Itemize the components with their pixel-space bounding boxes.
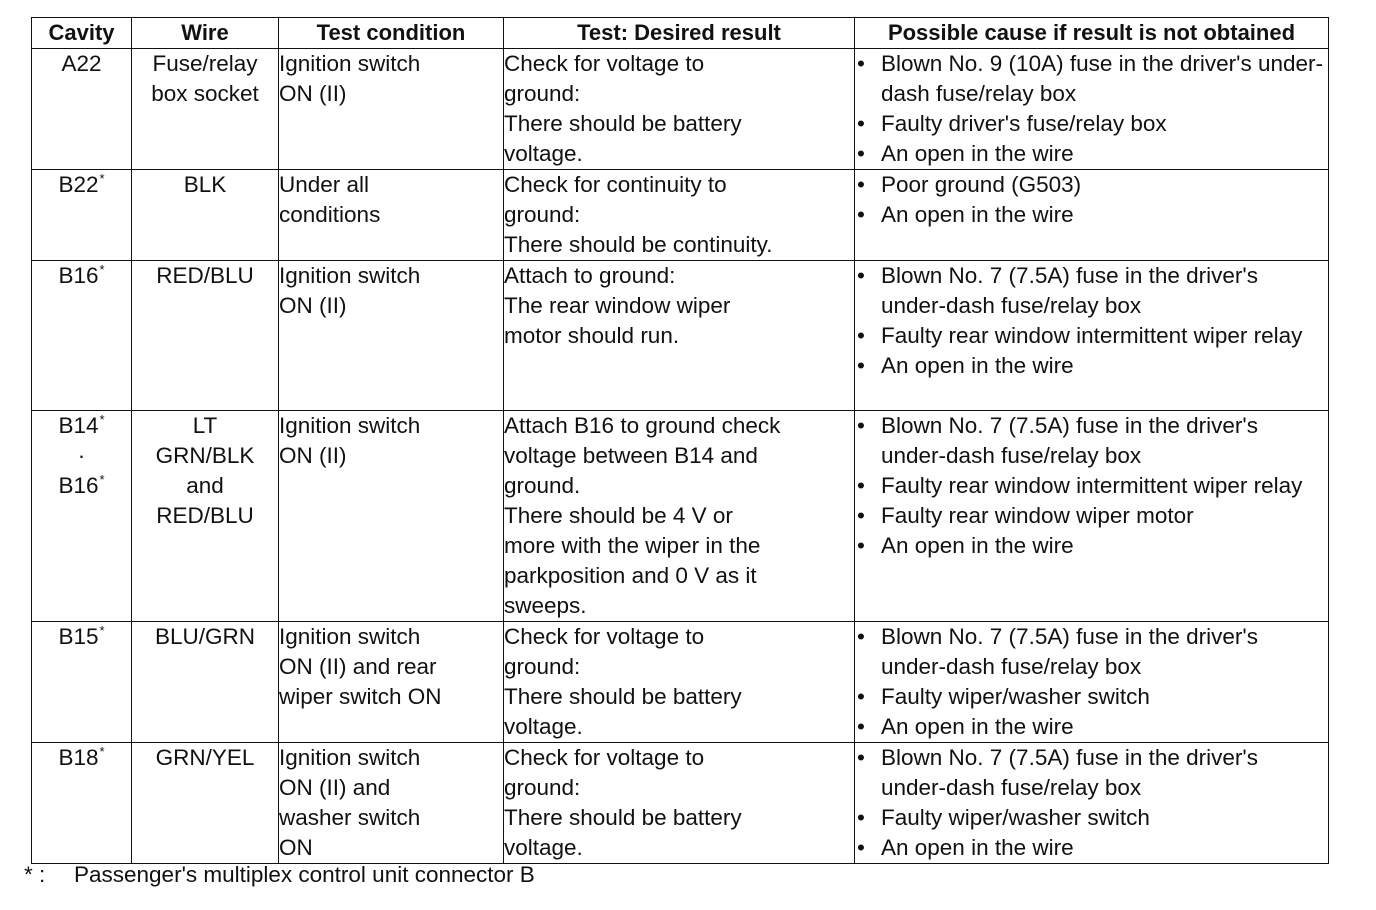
cell-desired-result-line: There should be battery xyxy=(504,111,742,136)
cell-desired-result-line: Check for voltage to xyxy=(504,51,705,76)
asterisk-mark: * xyxy=(99,744,105,759)
cell-desired-result-line: Check for continuity to xyxy=(504,172,727,197)
bullet-icon: • xyxy=(857,533,865,558)
cell-wire xyxy=(132,411,279,622)
cause-text: Blown No. 7 (7.5A) fuse in the driver's under-dash fuse/relay box xyxy=(881,263,1258,318)
cell-cavity xyxy=(32,622,132,743)
header-test-condition: Test condition xyxy=(279,18,504,49)
cell-test-condition xyxy=(279,170,504,261)
cell-desired-result-line: voltage. xyxy=(504,141,583,166)
cause-text: An open in the wire xyxy=(881,533,1074,558)
cell-test-condition-line: Ignition switch xyxy=(279,51,421,76)
table-row xyxy=(32,49,1329,170)
cell-desired-result-line: Attach to ground: xyxy=(504,263,676,288)
cell-cavity xyxy=(32,261,132,411)
cell-possible-cause xyxy=(855,170,1329,261)
cell-test-condition xyxy=(279,743,504,864)
cell-wire-line: and xyxy=(186,473,224,498)
cell-test-condition xyxy=(279,261,504,411)
footnote-text: Passenger's multiplex control unit connector B xyxy=(74,862,535,887)
cell-test-condition-line: Ignition switch xyxy=(279,745,421,770)
cause-item xyxy=(855,833,1328,863)
cause-item xyxy=(855,531,1328,561)
cause-text: Faulty wiper/washer switch xyxy=(881,684,1150,709)
cause-text: Blown No. 9 (10A) fuse in the driver's under-dash fuse/relay box xyxy=(881,51,1324,106)
cause-text: Faulty rear window wiper motor xyxy=(881,503,1194,528)
cell-wire xyxy=(132,261,279,411)
cell-desired-result xyxy=(504,170,855,261)
bullet-icon: • xyxy=(857,805,865,830)
asterisk-mark: * xyxy=(99,412,105,427)
cell-test-condition-line: ON (II) xyxy=(279,81,347,106)
bullet-icon: • xyxy=(857,473,865,498)
cell-wire-line: BLK xyxy=(183,172,227,197)
cell-desired-result-line: ground: xyxy=(504,654,581,679)
cause-item xyxy=(855,622,1328,682)
cause-list xyxy=(855,743,1328,863)
bullet-icon: • xyxy=(857,503,865,528)
cause-text: Blown No. 7 (7.5A) fuse in the driver's under-dash fuse/relay box xyxy=(881,745,1258,800)
header-possible-cause: Possible cause if result is not obtained xyxy=(855,18,1329,49)
bullet-icon: • xyxy=(857,745,865,770)
table-row xyxy=(32,622,1329,743)
cell-desired-result-line: Check for voltage to xyxy=(504,745,705,770)
asterisk-mark: * xyxy=(99,472,105,487)
cell-desired-result-line: voltage between B14 and xyxy=(504,443,758,468)
bullet-icon: • xyxy=(857,714,865,739)
cause-list xyxy=(855,49,1328,169)
cell-test-condition-line: Ignition switch xyxy=(279,263,421,288)
cell-test-condition-line: washer switch xyxy=(279,805,421,830)
cell-test-condition-line: ON (II) and xyxy=(279,775,391,800)
cell-cavity-line: B15* xyxy=(58,623,105,649)
cell-desired-result-line: There should be battery xyxy=(504,805,742,830)
cell-desired-result-line: The rear window wiper xyxy=(504,293,731,318)
cell-cavity xyxy=(32,49,132,170)
footnote-mark: * : xyxy=(24,862,46,887)
cell-wire-line: LT xyxy=(192,413,218,438)
cell-desired-result-line: ground: xyxy=(504,81,581,106)
table-body xyxy=(32,49,1329,864)
cause-text: An open in the wire xyxy=(881,141,1074,166)
cell-desired-result-line: ground: xyxy=(504,202,581,227)
cell-wire-line: BLU/GRN xyxy=(154,624,256,649)
cell-cavity-line: B16* xyxy=(58,262,105,288)
cell-wire xyxy=(132,743,279,864)
cell-wire xyxy=(132,49,279,170)
cell-wire-line: box socket xyxy=(151,81,259,106)
asterisk-mark: * xyxy=(99,171,105,186)
cell-possible-cause xyxy=(855,743,1329,864)
cell-cavity xyxy=(32,411,132,622)
cell-desired-result xyxy=(504,622,855,743)
header-desired-result: Test: Desired result xyxy=(504,18,855,49)
bullet-icon: • xyxy=(857,202,865,227)
cause-item xyxy=(855,200,1328,230)
cell-cavity xyxy=(32,743,132,864)
header-row xyxy=(32,18,1329,49)
cell-cavity-line: B16* xyxy=(58,472,105,498)
cell-possible-cause xyxy=(855,261,1329,411)
cause-text: Blown No. 7 (7.5A) fuse in the driver's under-dash fuse/relay box xyxy=(881,624,1258,679)
cell-desired-result-line: sweeps. xyxy=(504,593,587,618)
cause-item xyxy=(855,109,1328,139)
test-table xyxy=(31,17,1329,864)
cell-wire-line: Fuse/relay xyxy=(152,51,258,76)
cause-item xyxy=(855,411,1328,471)
cell-test-condition-line: ON (II) xyxy=(279,443,347,468)
cause-text: An open in the wire xyxy=(881,714,1074,739)
table-row xyxy=(32,170,1329,261)
bullet-icon: • xyxy=(857,835,865,860)
asterisk-mark: * xyxy=(99,262,105,277)
cell-desired-result-line: voltage. xyxy=(504,835,583,860)
cell-test-condition-line: ON (II) and rear xyxy=(279,654,437,679)
cell-desired-result-line: Attach B16 to ground check xyxy=(504,413,781,438)
cell-wire-line: RED/BLU xyxy=(156,503,254,528)
cell-test-condition xyxy=(279,622,504,743)
cell-wire-line: GRN/BLK xyxy=(155,443,255,468)
cell-cavity xyxy=(32,170,132,261)
table-row xyxy=(32,743,1329,864)
cause-text: Faulty rear window intermittent wiper relay xyxy=(881,473,1303,498)
bullet-icon: • xyxy=(857,413,865,438)
cell-desired-result-line: ground: xyxy=(504,775,581,800)
cause-list xyxy=(855,170,1328,230)
cell-desired-result-line: ground. xyxy=(504,473,581,498)
bullet-icon: • xyxy=(857,684,865,709)
cell-possible-cause xyxy=(855,411,1329,622)
cell-cavity-line: B22* xyxy=(58,171,105,197)
bullet-icon: • xyxy=(857,141,865,166)
cause-text: An open in the wire xyxy=(881,202,1074,227)
cause-item xyxy=(855,712,1328,742)
cause-item xyxy=(855,351,1328,381)
cause-item xyxy=(855,803,1328,833)
cause-item xyxy=(855,471,1328,501)
cause-item xyxy=(855,170,1328,200)
cause-item xyxy=(855,682,1328,712)
cell-desired-result-line: There should be 4 V or xyxy=(504,503,733,528)
bullet-icon: • xyxy=(857,111,865,136)
cell-test-condition-line: wiper switch ON xyxy=(279,684,442,709)
cell-desired-result xyxy=(504,411,855,622)
cell-test-condition xyxy=(279,411,504,622)
cell-test-condition-line: Under all xyxy=(279,172,370,197)
cause-list xyxy=(855,261,1328,381)
cell-desired-result xyxy=(504,261,855,411)
bullet-icon: • xyxy=(857,624,865,649)
cell-desired-result-line: There should be battery xyxy=(504,684,742,709)
cell-desired-result-line: Check for voltage to xyxy=(504,624,705,649)
cell-desired-result-line: parkposition and 0 V as it xyxy=(504,563,757,588)
bullet-icon: • xyxy=(857,353,865,378)
cell-cavity-line: B14* xyxy=(58,412,105,438)
cell-desired-result-line: There should be continuity. xyxy=(504,232,773,257)
cell-wire xyxy=(132,622,279,743)
cell-desired-result xyxy=(504,49,855,170)
cause-list xyxy=(855,622,1328,742)
cell-test-condition-line: ON (II) xyxy=(279,293,347,318)
cell-test-condition-line: Ignition switch xyxy=(279,624,421,649)
cause-text: Faulty rear window intermittent wiper relay xyxy=(881,323,1303,348)
cell-test-condition-line: Ignition switch xyxy=(279,413,421,438)
cell-cavity-line: · xyxy=(77,443,86,468)
cell-possible-cause xyxy=(855,49,1329,170)
cause-list xyxy=(855,411,1328,561)
table-row xyxy=(32,411,1329,622)
cause-item xyxy=(855,321,1328,351)
cell-desired-result-line: more with the wiper in the xyxy=(504,533,761,558)
cell-cavity-line: A22 xyxy=(61,51,102,76)
cause-item xyxy=(855,743,1328,803)
cause-text: Blown No. 7 (7.5A) fuse in the driver's under-dash fuse/relay box xyxy=(881,413,1258,468)
cause-item xyxy=(855,261,1328,321)
cell-wire-line: RED/BLU xyxy=(156,263,254,288)
cell-cavity-line: B18* xyxy=(58,744,105,770)
cell-test-condition-line: conditions xyxy=(279,202,381,227)
cause-text: Faulty driver's fuse/relay box xyxy=(881,111,1167,136)
cell-wire-line: GRN/YEL xyxy=(155,745,255,770)
header-cavity: Cavity xyxy=(32,18,132,49)
cell-desired-result xyxy=(504,743,855,864)
bullet-icon: • xyxy=(857,172,865,197)
cause-text: Poor ground (G503) xyxy=(881,172,1082,197)
cause-text: An open in the wire xyxy=(881,353,1074,378)
cell-wire xyxy=(132,170,279,261)
cause-item xyxy=(855,501,1328,531)
table-row xyxy=(32,261,1329,411)
bullet-icon: • xyxy=(857,51,865,76)
cell-test-condition xyxy=(279,49,504,170)
cause-item xyxy=(855,49,1328,109)
header-wire: Wire xyxy=(132,18,279,49)
cell-desired-result-line: motor should run. xyxy=(504,323,680,348)
cause-text: Faulty wiper/washer switch xyxy=(881,805,1150,830)
footnote xyxy=(24,860,535,890)
cause-text: An open in the wire xyxy=(881,835,1074,860)
bullet-icon: • xyxy=(857,323,865,348)
cell-test-condition-line: ON xyxy=(279,835,313,860)
bullet-icon: • xyxy=(857,263,865,288)
cell-desired-result-line: voltage. xyxy=(504,714,583,739)
asterisk-mark: * xyxy=(99,623,105,638)
cause-item xyxy=(855,139,1328,169)
cell-possible-cause xyxy=(855,622,1329,743)
